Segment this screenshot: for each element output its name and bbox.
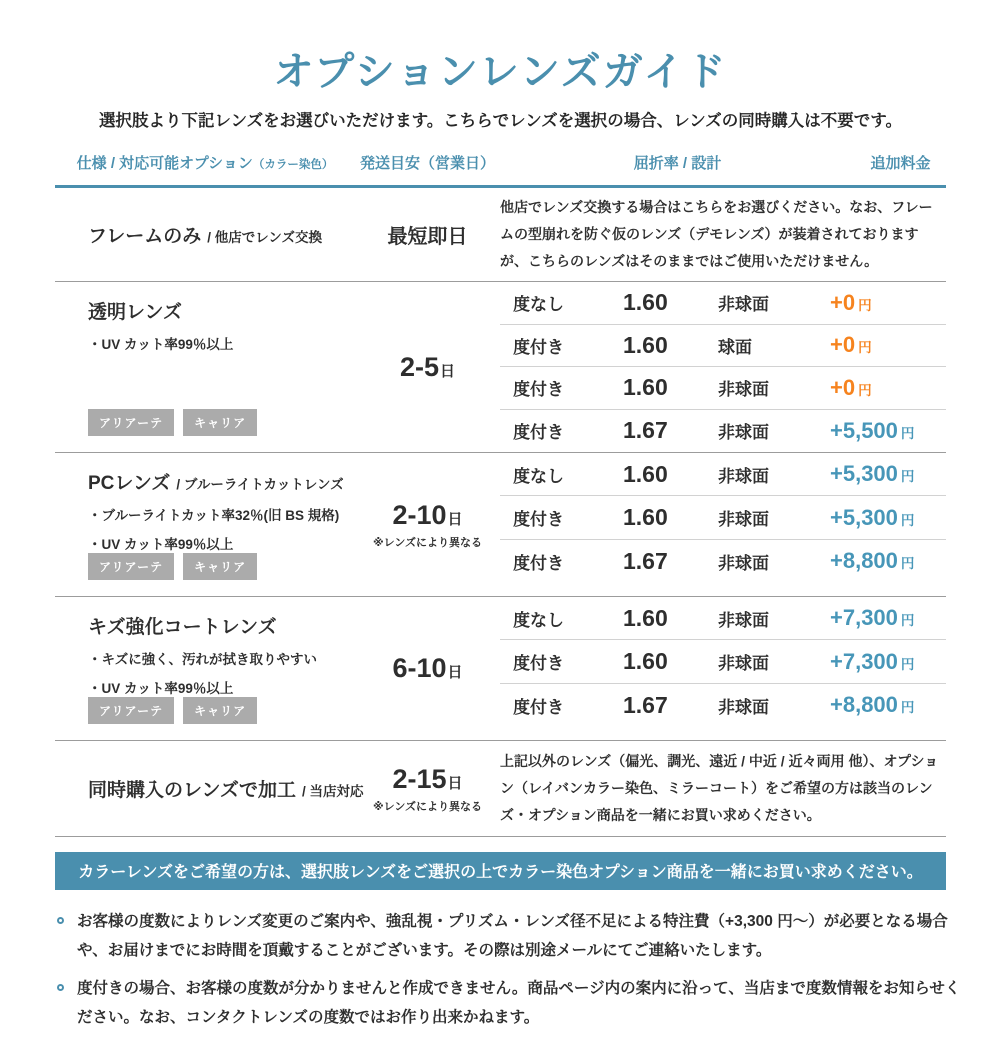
lens-design: 非球面 [718,510,769,530]
lens-options-list [500,453,946,596]
dye-badges [88,697,257,724]
lens-option-row [500,282,946,325]
row-description: 他店でレンズ交換する場合はこちらをお選びください。なお、フレームの型崩れを防ぐ仮のレンズ（デモレンズ）が装着されておりますが、こちらのレンズはそのままではご使用いただけません。 [500,199,933,269]
lens-design: 非球面 [718,610,769,630]
price-value: +7,300 [830,605,898,631]
row-title-main: フレームのみ [88,226,202,247]
header-spec-label: 仕様 / 対応可能オプション [76,155,253,172]
power-type: 度付き [513,654,564,674]
power-type: 度なし [513,295,564,315]
row-title-suffix: / 当店対応 [301,784,364,799]
power-type: 度付き [513,423,564,443]
price-value: +7,300 [830,648,898,674]
price-unit: 円 [900,425,915,441]
additional-price [830,461,946,487]
shipping-estimate: 最短即日 [387,226,468,248]
shipping-unit: 日 [447,510,463,528]
shipping-note: ※レンズにより異なる [372,800,483,813]
refractive-index: 1.60 [623,504,668,531]
circle-bullet-icon [57,917,64,924]
row-shipping-cell [355,282,500,452]
price-unit: 円 [858,382,872,398]
price-value: +0 [830,289,856,315]
badge-ariate: アリアーテ [88,553,174,580]
row-title: 透明レンズ [88,302,182,323]
footnotes [57,907,961,1032]
header-spec [55,152,355,173]
row-title [88,221,322,248]
header-refraction: 屈折率 / 設計 [633,155,722,172]
shipping-days: 2-10 [392,499,447,530]
header-shipping: 発送目安（営業日） [359,155,495,172]
additional-price [830,605,946,631]
row-spec-cell [55,282,355,452]
row-shipping-cell [355,453,500,596]
row-title-suffix: / 他店でレンズ交換 [207,230,323,245]
dye-badges [88,409,257,436]
shipping-unit: 日 [447,664,463,681]
shipping-estimate [400,352,455,383]
circle-bullet-icon [57,984,64,991]
power-type: 度付き [513,553,564,573]
lens-options-list [500,282,946,452]
shipping-estimate [392,653,462,684]
row-title [88,775,363,802]
shipping-unit: 日 [447,774,463,792]
lens-option-row [500,684,946,727]
additional-price [830,548,946,574]
page-subtitle: 選択肢より下記レンズをお選びいただけます。こちらでレンズを選択の場合、レンズの同時購入は不要です。 [99,112,902,130]
row-title [88,468,344,495]
lens-design: 非球面 [718,295,769,315]
additional-price [830,290,946,316]
row-note: ・UV カット率99％以上 [88,537,234,552]
power-type: 度なし [513,610,564,630]
additional-price [830,332,946,358]
refractive-index: 1.67 [623,417,668,444]
badge-carrier: キャリア [183,553,257,580]
shipping-days: 6-10 [392,653,447,683]
lens-design: 非球面 [718,466,769,486]
table-header-row [55,152,946,173]
option-lens-guide [0,40,1001,1040]
power-type: 度付き [513,697,564,717]
table-row-pc-lens [55,453,946,597]
row-shipping-cell [355,188,500,281]
row-title: キズ強化コートレンズ [88,617,277,638]
additional-price [830,649,946,675]
shipping-estimate [392,764,462,795]
header-price: 追加料金 [870,155,931,172]
badge-ariate: アリアーテ [88,409,174,436]
row-title-suffix: / ブルーライトカットレンズ [176,477,344,492]
row-description-cell [500,741,946,836]
price-unit: 円 [858,340,872,356]
row-spec-cell [55,741,364,836]
power-type: 度なし [513,466,564,486]
additional-price [830,692,946,718]
price-value: +0 [830,374,856,400]
row-note: ・ブルーライトカット率32％(旧 BS 規格) [88,508,340,523]
price-value: +5,300 [830,504,898,530]
lens-design: 非球面 [718,380,769,400]
row-spec-cell [55,188,355,281]
lens-option-row [500,325,946,368]
row-note: ・UV カット率99％以上 [88,337,234,352]
row-description: 上記以外のレンズ（偏光、調光、遠近 / 中近 / 近々両用 他）、オプション（レイバンカラー染色、ミラーコート）をご希望の方は該当のレンズ・オプション商品を一緒にお買い求めください。 [500,753,939,823]
row-shipping-cell [355,597,500,740]
refractive-index: 1.67 [623,691,668,718]
lens-option-row [500,367,946,410]
price-unit: 円 [900,700,915,716]
color-lens-banner: カラーレンズをご希望の方は、選択肢レンズをご選択の上でカラー染色オプション商品を一緒にお買い求めください。 [55,852,946,890]
additional-price [830,375,946,401]
lens-design: 非球面 [718,553,769,573]
price-unit: 円 [900,613,915,629]
footnote-text: 度付きの場合、お客様の度数が分かりませんと作成できません。商品ページ内の案内に沿って、当店まで度数情報をお知らせください。なお、コンタクトレンズの度数ではお作り出来かねます。 [77,980,961,1026]
price-value: +8,800 [830,692,898,718]
lens-options-list [500,597,946,740]
row-title-main: PCレンズ [88,473,171,494]
price-value: +5,300 [830,461,898,487]
footnote-item [57,907,961,965]
shipping-days: 2-5 [399,351,439,382]
price-unit: 円 [858,297,872,313]
badge-ariate: アリアーテ [88,697,174,724]
table-row-clear-lens [55,282,946,453]
lens-option-row [500,496,946,539]
row-description-cell [500,188,946,281]
lens-option-row [500,597,946,640]
footnote-text: お客様の度数によりレンズ変更のご案内や、強乱視・プリズム・レンズ径不足による特注費（+3,300 円〜）が必要となる場合や、お届けまでにお時間を頂戴することがございます。その際は別途メールにてご連絡いたします。 [77,913,948,959]
shipping-days: 2-15 [392,763,447,794]
price-value: +5,500 [830,417,898,443]
price-unit: 円 [900,512,915,528]
row-spec-cell [55,597,355,740]
row-note: ・UV カット率99％以上 [88,681,234,696]
table-row-purchased-lens [55,741,946,837]
refractive-index: 1.60 [623,331,668,358]
header-spec-note: （カラー染色） [252,159,334,171]
table-row-scratch-coat-lens [55,597,946,741]
shipping-note: ※レンズにより異なる [372,536,483,549]
badge-carrier: キャリア [183,697,257,724]
badge-carrier: キャリア [183,409,257,436]
row-shipping-cell [355,741,500,836]
lens-design: 非球面 [718,697,769,717]
power-type: 度付き [513,380,564,400]
dye-badges [88,553,257,580]
price-unit: 円 [900,656,915,672]
lens-design: 非球面 [718,423,769,443]
lens-design: 球面 [718,337,752,357]
refractive-index: 1.60 [623,374,668,401]
shipping-unit: 日 [440,362,456,380]
power-type: 度付き [513,337,564,357]
page-title: オプションレンズガイド [273,50,728,94]
additional-price [830,418,946,444]
refractive-index: 1.60 [623,604,668,631]
shipping-estimate [392,500,462,531]
price-unit: 円 [900,556,915,572]
refractive-index: 1.60 [623,289,668,316]
price-value: +0 [830,332,856,358]
row-note: ・キズに強く、汚れが拭き取りやすい [88,652,317,667]
price-value: +8,800 [830,548,898,574]
power-type: 度付き [513,510,564,530]
refractive-index: 1.60 [623,460,668,487]
additional-price [830,505,946,531]
refractive-index: 1.67 [623,547,668,574]
lens-option-row [500,453,946,496]
row-title-main: 同時購入のレンズで加工 [88,780,296,801]
lens-option-row [500,410,946,453]
footnote-item [57,974,961,1032]
lens-design: 非球面 [718,654,769,674]
refractive-index: 1.60 [623,648,668,675]
row-spec-cell [55,453,355,596]
price-unit: 円 [900,469,915,485]
lens-option-row [500,540,946,583]
table-row-frame-only [55,188,946,282]
lens-option-row [500,640,946,683]
